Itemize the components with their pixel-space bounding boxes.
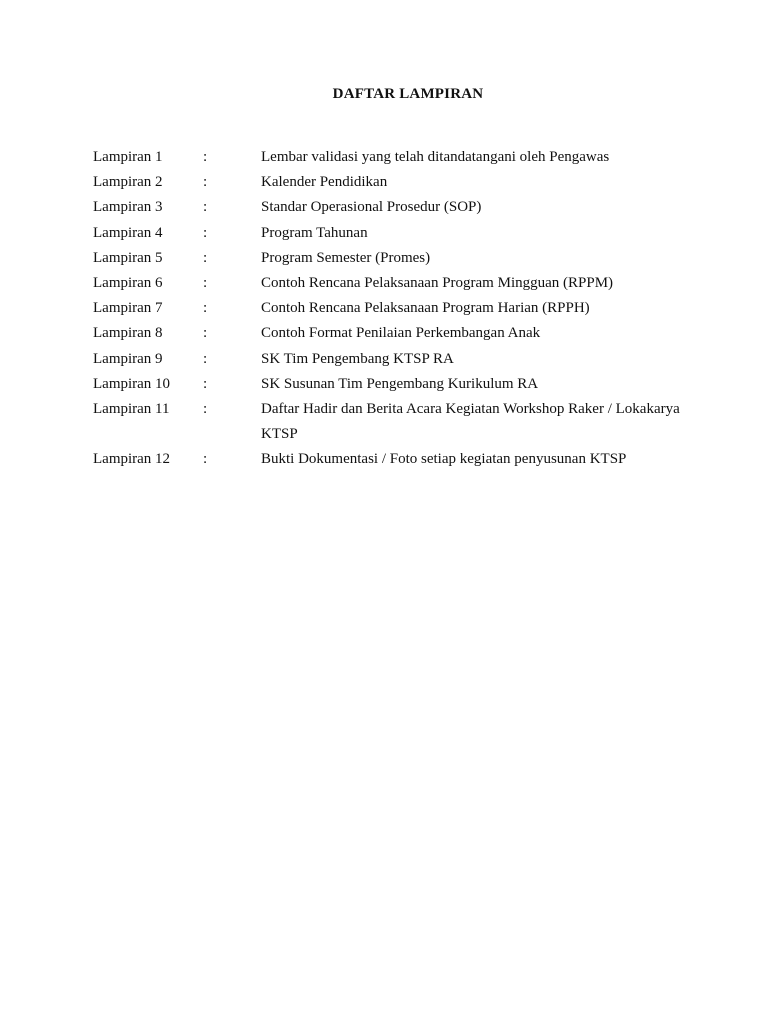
separator: : xyxy=(203,451,208,468)
attachment-label: Lampiran 6 xyxy=(93,275,163,292)
attachment-label: Lampiran 2 xyxy=(93,174,163,191)
list-item xyxy=(93,347,713,372)
separator: : xyxy=(203,224,208,241)
separator: : xyxy=(203,401,208,418)
attachment-label: Lampiran 10 xyxy=(93,375,171,392)
attachment-label: Lampiran 1 xyxy=(93,149,163,165)
separator: : xyxy=(203,325,208,342)
attachment-description: Contoh Format Penilaian Perkembangan Anak xyxy=(261,325,541,342)
list-item xyxy=(93,271,713,296)
attachment-description: Program Semester (Promes) xyxy=(261,249,431,266)
list-item xyxy=(93,321,713,346)
attachment-description: Standar Operasional Prosedur (SOP) xyxy=(261,199,482,216)
attachment-description: Lembar validasi yang telah ditandatangani oleh Pengawas xyxy=(261,149,610,165)
attachment-label: Lampiran 4 xyxy=(93,224,163,241)
attachment-label: Lampiran 12 xyxy=(93,451,171,468)
attachment-list xyxy=(93,145,713,473)
separator: : xyxy=(203,149,208,165)
attachment-description: Bukti Dokumentasi / Foto setiap kegiatan penyusunan KTSP xyxy=(261,451,627,468)
attachment-label: Lampiran 5 xyxy=(93,249,163,266)
attachment-description: Contoh Rencana Pelaksanaan Program Mingguan (RPPM) xyxy=(261,275,614,292)
separator: : xyxy=(203,300,208,317)
separator: : xyxy=(203,350,208,367)
separator: : xyxy=(203,199,208,216)
attachment-label: Lampiran 8 xyxy=(93,325,163,342)
list-item xyxy=(93,296,713,321)
attachment-description: Kalender Pendidikan xyxy=(261,174,388,191)
attachment-label: Lampiran 11 xyxy=(93,401,170,418)
list-item xyxy=(93,170,713,195)
list-item xyxy=(93,145,713,170)
attachment-label: Lampiran 3 xyxy=(93,199,163,216)
list-item xyxy=(93,447,713,472)
attachment-description: Daftar Hadir dan Berita Acara Kegiatan Workshop Raker / Lokakarya KTSP xyxy=(261,401,680,443)
page-title: DAFTAR LAMPIRAN xyxy=(332,86,484,102)
list-item xyxy=(93,372,713,397)
attachment-description: SK Tim Pengembang KTSP RA xyxy=(261,350,454,367)
attachment-label: Lampiran 9 xyxy=(93,350,163,367)
list-item xyxy=(93,397,713,447)
attachment-description: Program Tahunan xyxy=(261,224,368,241)
attachment-description: SK Susunan Tim Pengembang Kurikulum RA xyxy=(261,375,539,392)
list-item xyxy=(93,221,713,246)
attachment-label: Lampiran 7 xyxy=(93,300,163,317)
separator: : xyxy=(203,174,208,191)
list-item xyxy=(93,195,713,220)
separator: : xyxy=(203,249,208,266)
separator: : xyxy=(203,375,208,392)
separator: : xyxy=(203,275,208,292)
list-item xyxy=(93,246,713,271)
attachment-description: Contoh Rencana Pelaksanaan Program Harian (RPPH) xyxy=(261,300,590,317)
